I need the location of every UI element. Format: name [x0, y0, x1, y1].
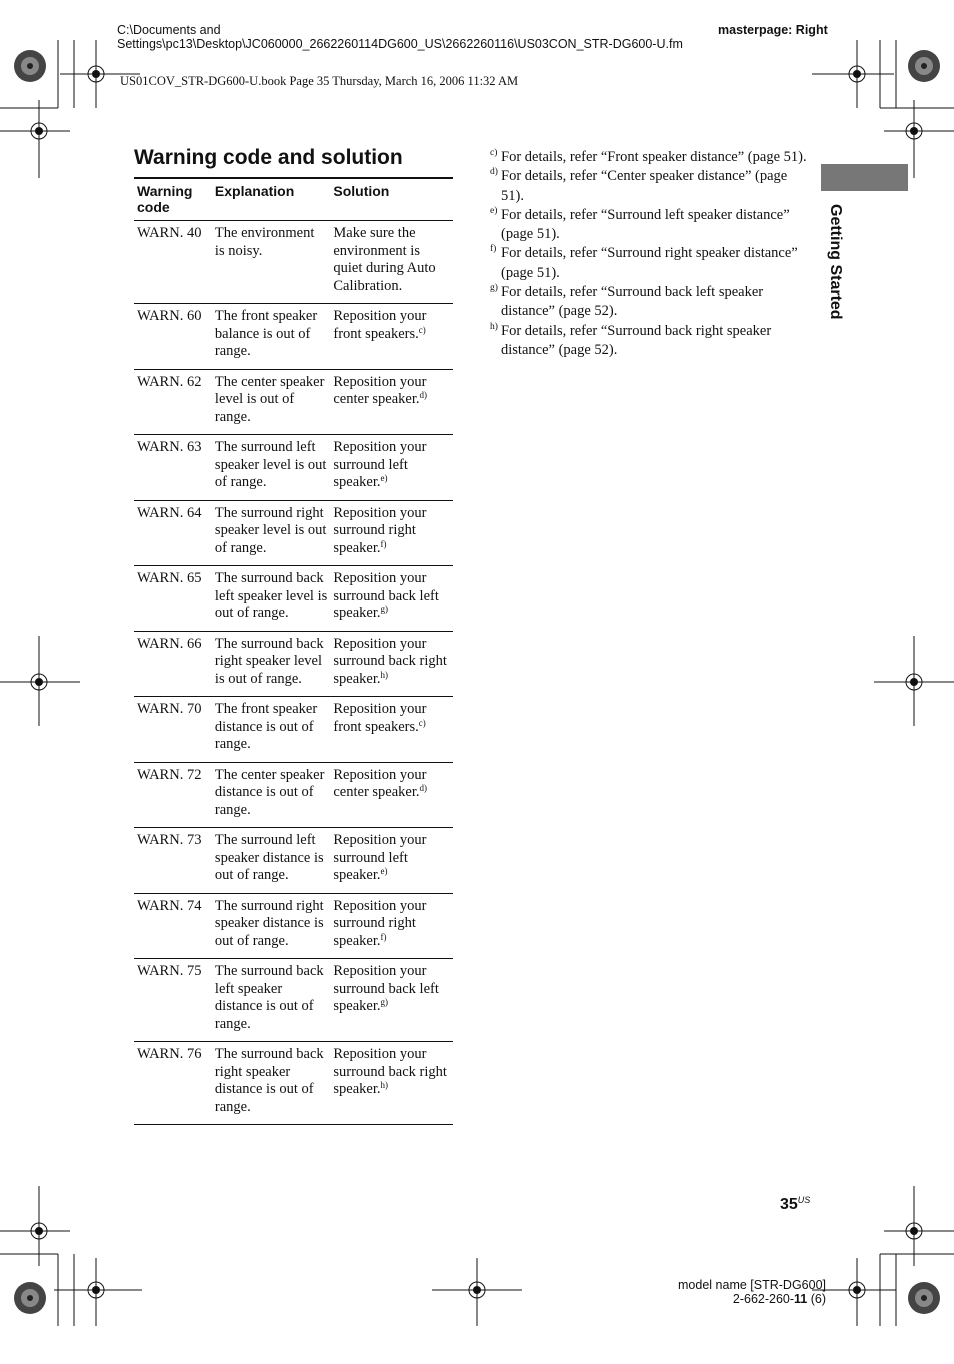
footnote [490, 148, 812, 167]
solution-cell [330, 369, 453, 435]
warning-code-cell [134, 959, 212, 1042]
explanation-cell [212, 221, 330, 304]
table-row [134, 631, 453, 697]
footnote [490, 244, 812, 283]
solution-cell-text: Reposition your surround right speaker. [333, 504, 427, 556]
part-bold: 11 [794, 1292, 808, 1306]
warning-code-cell-text: WARN. 74 [137, 897, 202, 914]
explanation-cell [212, 304, 330, 370]
part-number [660, 1292, 826, 1306]
solution-cell-text: Make sure the environment is quiet during Auto Calibration. [333, 225, 436, 294]
model-info [660, 1278, 826, 1306]
solution-cell-text: Reposition your surround back right speaker. [333, 635, 447, 687]
explanation-cell-text: The environment is noisy. [214, 225, 315, 259]
solution-cell-text: Reposition your front speakers. [333, 701, 427, 735]
warning-code-cell [134, 369, 212, 435]
explanation-cell [212, 697, 330, 763]
explanation-cell-text: The surround back right speaker distance is out of range. [214, 1046, 324, 1115]
footnote-text: For details, refer “Surround back left speaker distance” (page 52). [501, 284, 764, 320]
footnote-mark: h) [490, 321, 498, 332]
explanation-cell [212, 893, 330, 959]
solution-cell-text: Reposition your surround right speaker. [333, 897, 427, 949]
table-row [134, 221, 453, 304]
explanation-cell-text: The center speaker distance is out of range. [214, 766, 325, 818]
solution-cell [330, 435, 453, 501]
warning-code-cell [134, 221, 212, 304]
explanation-cell-text: The surround left speaker level is out of range. [214, 439, 327, 490]
explanation-cell-text: The surround left speaker distance is out of range. [214, 832, 324, 883]
explanation-cell [212, 631, 330, 697]
warning-code-cell [134, 697, 212, 763]
table-row [134, 500, 453, 566]
footnote [490, 322, 812, 361]
footnote-mark: c) [490, 148, 498, 158]
warning-code-cell-text: WARN. 72 [137, 766, 202, 783]
footnote-ref: c) [418, 324, 426, 335]
solution-cell-text: Reposition your surround left speaker. [333, 832, 427, 883]
table-row [134, 369, 453, 435]
footnote-mark: g) [490, 283, 498, 294]
explanation-cell [212, 435, 330, 501]
solution-cell [330, 221, 453, 304]
explanation-cell-text: The center speaker level is out of range. [214, 373, 325, 425]
warning-code-cell [134, 566, 212, 632]
warning-code-cell-text: WARN. 40 [137, 225, 202, 241]
table-row [134, 566, 453, 632]
footnote-ref: f) [380, 931, 387, 942]
warning-code-cell-text: WARN. 66 [137, 635, 202, 652]
footnote-text: For details, refer “Surround right speaker distance” (page 51). [501, 245, 798, 281]
table-row [134, 959, 453, 1042]
solution-cell [330, 893, 453, 959]
masterpage-label: masterpage: Right [718, 23, 828, 37]
solution-cell [330, 1042, 453, 1125]
page-number-value: 35 [780, 1196, 798, 1213]
footnote [490, 283, 812, 322]
footnote-ref: e) [380, 473, 388, 483]
solution-cell [330, 500, 453, 566]
book-line: US01COV_STR-DG600-U.book Page 35 Thursday, March 16, 2006 11:32 AM [120, 74, 519, 88]
footnote-ref: d) [419, 783, 428, 793]
explanation-cell [212, 959, 330, 1042]
explanation-cell-text: The surround back left speaker level is out of range. [214, 570, 328, 621]
file-path: C:\Documents and Settings\pc13\Desktop\JC060000_2662260114DG600_US\2662260116\US03CON_STR-DG600-U.fm [117, 23, 683, 51]
explanation-cell-text: The front speaker balance is out of range. [214, 308, 318, 359]
explanation-cell [212, 500, 330, 566]
footnote-ref: h) [380, 669, 388, 680]
solution-cell [330, 566, 453, 632]
footnote-ref: g) [380, 604, 388, 614]
warning-table [134, 177, 453, 1125]
solution-cell-text: Reposition your center speaker. [333, 766, 427, 800]
warning-code-cell [134, 762, 212, 828]
solution-cell-text: Reposition your center speaker. [333, 373, 427, 407]
warning-code-cell [134, 828, 212, 894]
solution-cell [330, 828, 453, 894]
warning-code-cell [134, 435, 212, 501]
explanation-cell [212, 828, 330, 894]
solution-cell-text: Reposition your surround back right speaker. [333, 1046, 447, 1097]
footnote-ref: e) [380, 866, 388, 876]
model-name: model name [STR-DG600] [678, 1278, 826, 1292]
warning-code-cell-text: WARN. 65 [137, 570, 202, 586]
part-suffix: (6) [807, 1292, 826, 1306]
warning-code-cell [134, 893, 212, 959]
footnote-mark: d) [490, 167, 498, 178]
explanation-cell [212, 1042, 330, 1125]
table-row [134, 304, 453, 370]
footnote-ref: g) [380, 997, 388, 1007]
warning-code-cell [134, 631, 212, 697]
header-warning-code: Warning code [134, 178, 212, 221]
header-solution: Solution [330, 178, 453, 221]
explanation-cell [212, 369, 330, 435]
footnote-text: For details, refer “Surround left speaker distance” (page 51). [501, 206, 790, 243]
explanation-cell-text: The surround right speaker distance is out of range. [214, 897, 324, 949]
footnote-mark: f) [490, 244, 497, 255]
warning-code-cell-text: WARN. 75 [137, 963, 202, 979]
solution-cell [330, 959, 453, 1042]
footnote-ref: c) [418, 717, 426, 728]
explanation-cell [212, 566, 330, 632]
solution-cell-text: Reposition your surround back left speaker. [333, 570, 439, 621]
table-row [134, 435, 453, 501]
page-number-suffix: US [797, 1195, 811, 1205]
side-tab-bar [821, 164, 908, 191]
table-row [134, 893, 453, 959]
footnote-text: For details, refer “Surround back right speaker distance” (page 52). [501, 322, 772, 358]
warning-code-cell [134, 500, 212, 566]
solution-cell [330, 697, 453, 763]
explanation-cell [212, 762, 330, 828]
warning-code-cell-text: WARN. 64 [137, 504, 202, 521]
side-tab-label: Getting Started [827, 204, 844, 320]
solution-cell-text: Reposition your surround left speaker. [333, 439, 427, 490]
table-row [134, 762, 453, 828]
page-number [780, 1195, 810, 1214]
footnote-mark: e) [490, 205, 498, 216]
warning-code-cell [134, 1042, 212, 1125]
table-row [134, 1042, 453, 1125]
header-explanation: Explanation [212, 178, 330, 221]
solution-cell [330, 631, 453, 697]
footnote [490, 206, 812, 245]
solution-cell-text: Reposition your surround back left speaker. [333, 963, 439, 1014]
footnote [490, 167, 812, 206]
footnote-text: For details, refer “Center speaker distance” (page 51). [501, 168, 788, 204]
footnote-ref: f) [380, 538, 387, 549]
explanation-cell-text: The surround back right speaker level is out of range. [214, 635, 324, 687]
warning-code-cell-text: WARN. 70 [137, 701, 202, 717]
table-row [134, 697, 453, 763]
explanation-cell-text: The front speaker distance is out of range. [214, 701, 318, 752]
footnote-ref: h) [380, 1080, 388, 1090]
table-body [134, 221, 453, 1125]
warning-code-cell-text: WARN. 76 [137, 1046, 202, 1062]
warning-code-cell-text: WARN. 60 [137, 308, 202, 324]
warning-code-cell [134, 304, 212, 370]
table-header-row [134, 178, 453, 221]
warning-code-cell-text: WARN. 73 [137, 832, 202, 848]
footnote-text: For details, refer “Front speaker distance” (page 51). [501, 149, 807, 165]
footnotes [490, 148, 812, 360]
warning-code-cell-text: WARN. 63 [137, 439, 202, 455]
warning-code-cell-text: WARN. 62 [137, 373, 202, 390]
explanation-cell-text: The surround back left speaker distance is out of range. [214, 963, 324, 1032]
solution-cell [330, 762, 453, 828]
explanation-cell-text: The surround right speaker level is out of range. [214, 504, 327, 556]
solution-cell-text: Reposition your front speakers. [333, 308, 427, 342]
table-row [134, 828, 453, 894]
part-prefix: 2-662-260- [732, 1292, 795, 1306]
section-title: Warning code and solution [134, 146, 403, 169]
footnote-ref: d) [419, 390, 428, 400]
solution-cell [330, 304, 453, 370]
